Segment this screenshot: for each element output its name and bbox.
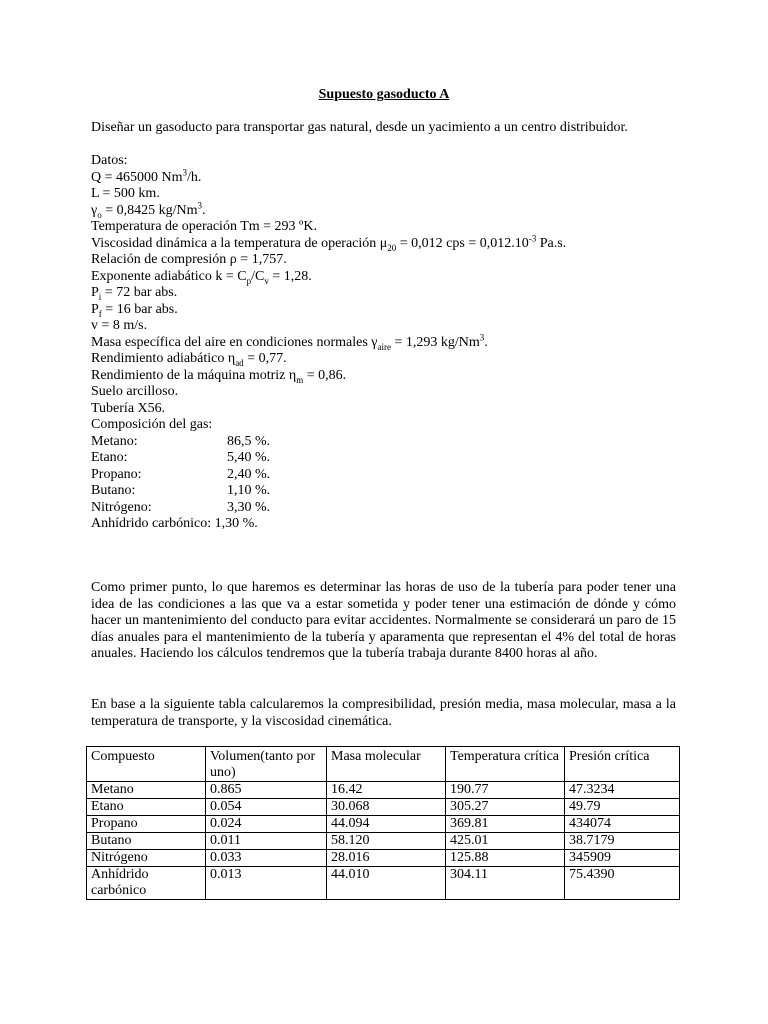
datum-tm: Temperatura de operación Tm = 293 ºK. — [91, 219, 317, 234]
table-header-cell: Volumen(tanto por uno) — [206, 747, 327, 782]
composition-item: Butano: 1,10 %. — [91, 483, 271, 498]
datum-velocity: v = 8 m/s. — [91, 318, 148, 333]
datum-adiabatic-exponent: Exponente adiabático $k = C_p/C_v = 1,28$. — [91, 268, 312, 286]
table-cell: 305.27 — [446, 799, 565, 816]
table-cell: 125.88 — [446, 850, 565, 867]
gas-properties-table — [86, 746, 680, 900]
table-cell: 0.013 — [206, 867, 327, 900]
paragraph-table-intro: En base a la siguiente tabla calcularemos la compresibilidad, presión media, masa molecular, masa a la temperatura de transporte, y la viscosidad cinemática. — [91, 697, 676, 729]
datum-motor-efficiency: Rendimiento de la máquina motriz $\eta_m = 0,86$. — [91, 367, 347, 385]
table-header-row — [87, 747, 680, 782]
datum-pipe: Tubería X56. — [91, 400, 166, 416]
table-cell: 369.81 — [446, 816, 565, 833]
datum-l: L = 500 km. — [91, 186, 160, 201]
table-cell: 47.3234 — [565, 782, 680, 799]
datum-pi: $P_i = 72$ bar abs. — [91, 285, 178, 302]
composition-item: Nitrógeno: 3,30 %. — [91, 499, 271, 515]
datum-viscosity: Viscosidad dinámica a la temperatura de operación $\mu_{20} = 0,012$ cps = $0,012.10^{-3}$ Pa.s. — [91, 232, 567, 253]
table-cell: Etano — [87, 799, 206, 816]
table-cell: 434074 — [565, 816, 680, 833]
table-cell: Nitrógeno — [87, 850, 206, 867]
table-cell: 49.79 — [565, 799, 680, 816]
table-cell: 425.01 — [446, 833, 565, 850]
datum-pf: $P_f = 16$ bar abs. — [91, 301, 178, 319]
table-cell: 44.094 — [327, 816, 446, 833]
table-header-cell: Temperatura crítica — [446, 747, 565, 782]
table-cell: 16.42 — [327, 782, 446, 799]
table-cell: 75.4390 — [565, 867, 680, 900]
document-title: Supuesto gasoducto A — [318, 87, 450, 102]
composition-item: Propano: 2,40 %. — [91, 466, 271, 482]
table-header-cell: Compuesto — [87, 747, 206, 782]
table-cell: 44.010 — [327, 867, 446, 900]
composition-label: Composición del gas: — [91, 417, 213, 432]
table-cell: 304.11 — [446, 867, 565, 900]
table-cell: Butano — [87, 833, 206, 850]
composition-item-anhidrido: Anhídrido carbónico: 1,30 %. — [91, 516, 258, 531]
table-cell: 0.033 — [206, 850, 327, 867]
table-cell: 28.016 — [327, 850, 446, 867]
intro-paragraph: Diseñar un gasoducto para transportar gas natural, desde un yacimiento a un centro distribuidor. — [91, 120, 628, 135]
table-row — [87, 850, 680, 867]
table-cell: 0.054 — [206, 799, 327, 816]
datum-air-density: Masa específica del aire en condiciones normales $\gamma_{aire} = 1,293$ kg/Nm$^3$. — [91, 331, 488, 352]
table-row — [87, 833, 680, 850]
table-cell: Propano — [87, 816, 206, 833]
datum-adiabatic-efficiency: Rendimiento adiabático $\eta_{ad} = 0,77$. — [91, 351, 287, 368]
table-cell: Anhídrido carbónico — [87, 867, 206, 900]
table-row — [87, 867, 680, 900]
table-row — [87, 816, 680, 833]
table-cell: 190.77 — [446, 782, 565, 799]
table-cell: 0.024 — [206, 816, 327, 833]
table-cell: 0.865 — [206, 782, 327, 799]
table-cell: 58.120 — [327, 833, 446, 850]
datum-soil: Suelo arcilloso. — [91, 384, 179, 399]
composition-item: Metano: 86,5 %. — [91, 433, 271, 449]
composition-item: Etano: 5,40 %. — [91, 450, 271, 465]
datos-label: Datos: — [91, 153, 128, 168]
table-row — [87, 799, 680, 816]
table-row — [87, 782, 680, 799]
paragraph-hours: Como primer punto, lo que haremos es determinar las horas de uso de la tubería para poder tener una idea de las condiciones a las que va a estar sometida y poder tener una estimación de dónde y cómo hacer un mantenimiento del conducto para evitar accidentes. Normalmente se considerará un paro de 15 días anuales para el mantenimiento de la tubería y aparamenta que representan el 4% del total de horas anuales. Haciendo los cálculos tendremos que la tubería trabaja durante 8400 horas al año. — [91, 580, 676, 661]
table-cell: 30.068 — [327, 799, 446, 816]
table-cell: 0.011 — [206, 833, 327, 850]
datum-gamma0: $\gamma_o = 0,8425$ kg/Nm$^3$. — [91, 199, 206, 220]
datum-q: Q = 465000 Nm$^3$/h. — [91, 166, 202, 185]
table-cell: 345909 — [565, 850, 680, 867]
table-cell: 38.7179 — [565, 833, 680, 850]
table-cell: Metano — [87, 782, 206, 799]
datos-list — [91, 153, 676, 533]
table-header-cell: Masa molecular — [327, 747, 446, 782]
table-header-cell: Presión crítica — [565, 747, 680, 782]
datum-compression-ratio: Relación de compresión ρ = 1,757. — [91, 252, 287, 267]
